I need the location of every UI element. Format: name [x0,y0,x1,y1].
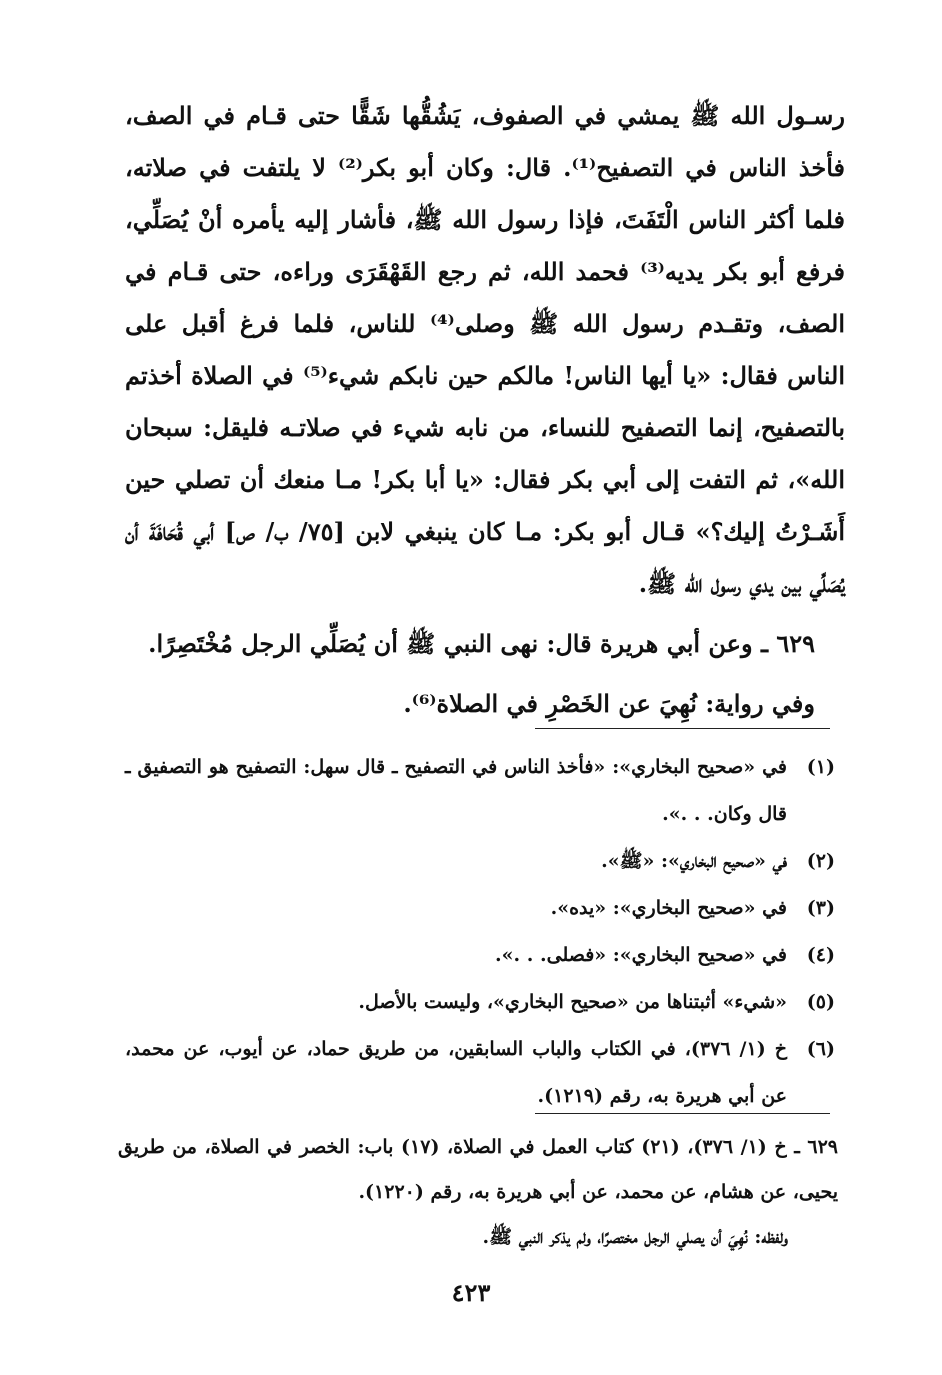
footnote-text: «شيء» أثبتناها من «صحيح البخاري»، وليست بالأصل. [358,991,787,1013]
footnote-6 [125,1026,835,1120]
footnote-text: في «صحيح البخاري»: «فأخذ الناس في التصفيح ـ قال سهل: التصفيح هو التصفيق ـ قال وكان. . .». [125,756,787,825]
footnote-number: (١) [806,756,835,778]
takhrij-section [118,1125,838,1260]
footnote-number: (٢) [806,850,835,872]
footnote-5 [125,979,835,1026]
takhrij-line-1: ٦٢٩ ـ خ (١/ ٣٧٦)، (٢١) كتاب العمل في الصلاة، (١٧) باب: الخصر في الصلاة، من طريق يحيى، عن هشام، عن محمد، عن أبي هريرة به، رقم (١٢٢٠). [118,1136,838,1203]
footnote-number: (٤) [806,944,835,966]
hadith-number: ٦٢٩ ـ [760,629,815,658]
footnote-3 [125,885,835,932]
takhrij-line-2: ولفظه: نُهِيَ أن يصلي الرجل مختصرًا، ولم يذكر النبي ﷺ. [482,1226,788,1248]
hadith-629 [125,618,845,670]
footnote-2 [125,838,835,885]
footnote-number: (٥) [806,991,835,1013]
hadith-text: وعن أبي هريرة قال: نهى النبي ﷺ أن يُصَلِّي الرجل مُخْتَصِرًا. [148,629,753,658]
takhrij-divider [535,1113,830,1114]
riwaya-line: وفي رواية: نُهِيَ عن الخَصْرِ في الصلاة⁽⁶⁾. [403,689,815,718]
footnote-number: (٦) [806,1038,835,1060]
footnote-text: في «صحيح البخاري»: «ﷺ». [601,850,787,872]
hadith-paragraph: رسـول الله ﷺ يمشي في الصفوف، يَشُقُّها شَقًّا حتى قـام في الصف، فأخذ الناس في التصفيح⁽¹⁾. قال: وكان أبو بكر⁽²⁾ لا يلتفت في صلاته، فلما أكثر الناس الْتَفَتَ، فإذا رسول الله ﷺ، فأشار إليه يأمره أنْ يُصَلِّي، فرفع أبو بكر يديه⁽³⁾ فحمد الله، ثم رجع القَهْقَرَى وراءه، حتى قـام في الصف، وتقـدم رسول الله ﷺ وصلى⁽⁴⁾ للناس، فلما فرغ أقبل على الناس فقال: «يا أيها الناس! مالكم حين نابكم شيء⁽⁵⁾ في الصلاة أخذتم بالتصفيح، إنما التصفيح للنساء، من نابه شيء في صلاتـه فليقل: سبحان الله»، ثم التفت إلى أبي بكر فقال: «يا أبا بكر! مـا منعك أن تصلي حين أَشَـرْتُ إليك؟» قـال أبو بكر: مـا كان ينبغي لابن [٧٥/ ب/ ص] أبي قُحَافَةَ أن يُصَلِّي بين يدي رسول الله ﷺ. [125,101,846,598]
footnote-divider [535,728,830,729]
footnote-number: (٣) [806,897,835,919]
page-number: ٤٢٣ [451,1278,491,1307]
main-text [125,90,845,730]
footnote-1 [125,744,835,838]
footnotes [125,744,835,1120]
footnote-text: في «صحيح البخاري»: «يده». [550,897,787,919]
footnote-text: في «صحيح البخاري»: «فصلى. . .». [495,944,787,966]
footnote-text: خ (١/ ٣٧٦)، في الكتاب والباب السابقين، من طريق حماد، عن أيوب، عن محمد، عن أبي هريرة به، رقم (١٢١٩). [125,1038,787,1107]
footnote-4 [125,932,835,979]
